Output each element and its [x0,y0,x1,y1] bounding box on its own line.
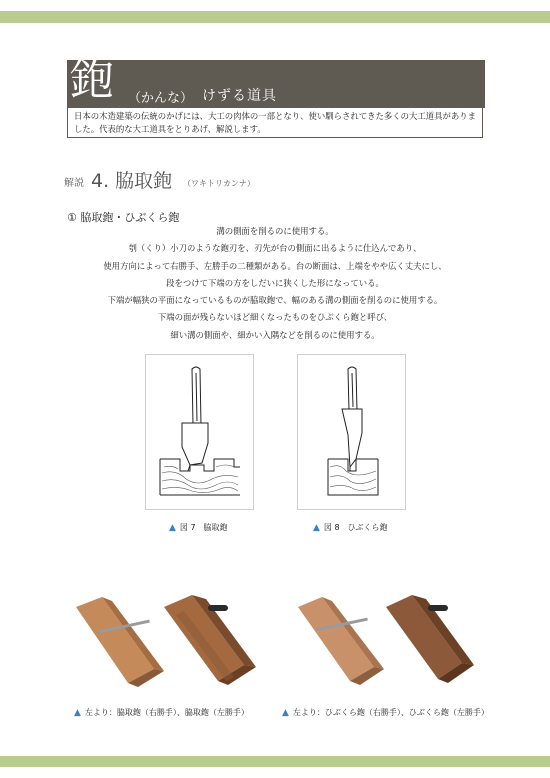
subsection-title: ① 脇取鉋・ひぶくら鉋 [67,211,180,224]
hibukura-drawing [298,355,405,509]
bottom-band [0,756,550,767]
plane-right-hand [298,597,384,685]
photo-hibukura-pair [288,585,488,695]
figure-7-caption [169,522,228,533]
intro-text: 日本の木造建築の伝統のかげには、大工の肉体の一部となり、使い馴らされてきた多くの大工道具がありました。代表的な大工道具をとりあげ、解説します。 [67,108,483,138]
header-reading: （かんな） [128,91,194,106]
caption-text: 図 7 脇取鉋 [179,523,228,532]
photo-wakitori-pair [68,585,268,695]
body-line: 使用方向によって右勝手、左勝手の二種類がある。台の断面は、上端をやや広く丈夫にし、 [103,260,447,271]
caption-text: 左より：ひぶくら鉋（右勝手）、ひぶくら鉋（左勝手） [292,708,489,717]
figure-8-frame [297,354,406,510]
body-line: 細い溝の側面や、細かい入隅などを削るのに使用する。 [170,329,380,340]
plane-right-hand [76,597,164,687]
figure-8-caption [313,522,388,533]
plane-left-hand [164,595,256,685]
photo-2-caption [282,707,489,718]
header-subtitle: けずる道具 [202,88,277,104]
body-line: 段をつけて下端の方をしだいに狭くした形になっている。 [166,277,384,288]
wakitori-drawing [146,355,253,509]
header-kanji: 鉋 [70,54,114,105]
plane-left-hand [386,595,474,683]
triangle-marker-icon: ▲ [169,523,176,533]
triangle-marker-icon: ▲ [313,523,320,533]
photo-1-caption [74,707,249,718]
figure-7-frame [145,354,254,510]
body-line: 下端が幅狭の平面になっているものが脇取鉋で、幅のある溝の側面を削るのに使用する。 [107,295,443,306]
top-band [0,11,550,23]
section-reading: （ワキトリカンナ） [183,179,255,188]
body-line: 下端の面が残らないほど細くなったものをひぶくら鉋と呼び、 [157,312,393,323]
triangle-marker-icon: ▲ [282,708,289,718]
triangle-marker-icon: ▲ [74,708,81,718]
caption-text: 左より：脇取鉋（右勝手）、脇取鉋（左勝手） [84,708,249,717]
caption-text: 図 8 ひぶくら鉋 [323,523,388,532]
body-text [60,223,490,344]
section-title: 4. 脇取鉋 [91,170,173,192]
section-prefix: 解説 [64,178,84,189]
body-line: 刳（くり）小刀のような鉋刃を、刃先が台の側面に出るように仕込んであり、 [128,243,422,254]
body-line: 溝の側面を削るのに使用する。 [216,226,334,236]
